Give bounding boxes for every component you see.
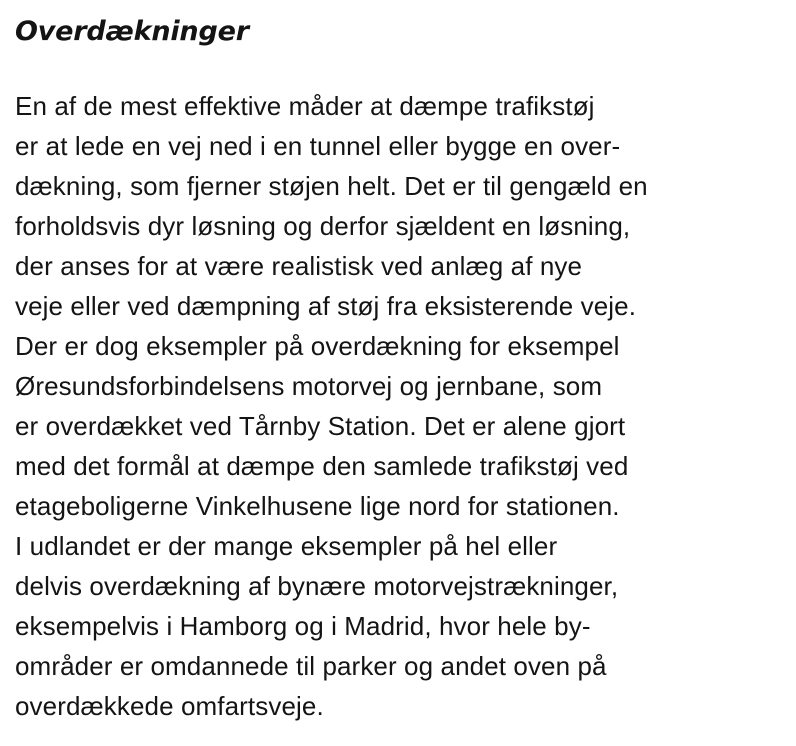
text-line: forholdsvis dyr løsning og derfor sjældent en løsning, — [15, 211, 631, 241]
text-line: er overdækket ved Tårnby Station. Det er alene gjort — [15, 411, 626, 441]
text-line: der anses for at være realistisk ved anlæg af nye — [15, 251, 583, 281]
text-line: Øresundsforbindelsens motorvej og jernbane, som — [15, 371, 603, 401]
text-line: overdækkede omfartsveje. — [15, 691, 324, 721]
text-line: områder er omdannede til parker og andet oven på — [15, 651, 607, 681]
text-line: etageboligerne Vinkelhusene lige nord for stationen. — [15, 491, 620, 521]
document-page — [15, 12, 785, 726]
text-line: er at lede en vej ned i en tunnel eller bygge en over- — [15, 131, 621, 161]
text-line: En af de mest effektive måder at dæmpe trafikstøj — [15, 91, 595, 121]
text-line: veje eller ved dæmpning af støj fra eksisterende veje. — [15, 291, 637, 321]
text-line: dækning, som fjerner støjen helt. Det er til gengæld en — [15, 171, 648, 201]
text-line: med det formål at dæmpe den samlede trafikstøj ved — [15, 451, 629, 481]
text-line: delvis overdækning af bynære motorvejstrækninger, — [15, 571, 619, 601]
text-line: I udlandet er der mange eksempler på hel eller — [15, 531, 558, 561]
section-heading: Overdækninger — [15, 16, 249, 47]
text-line: eksempelvis i Hamborg og i Madrid, hvor hele by- — [15, 611, 591, 641]
body-paragraph — [15, 86, 785, 726]
text-line: Der er dog eksempler på overdækning for eksempel — [15, 331, 620, 361]
